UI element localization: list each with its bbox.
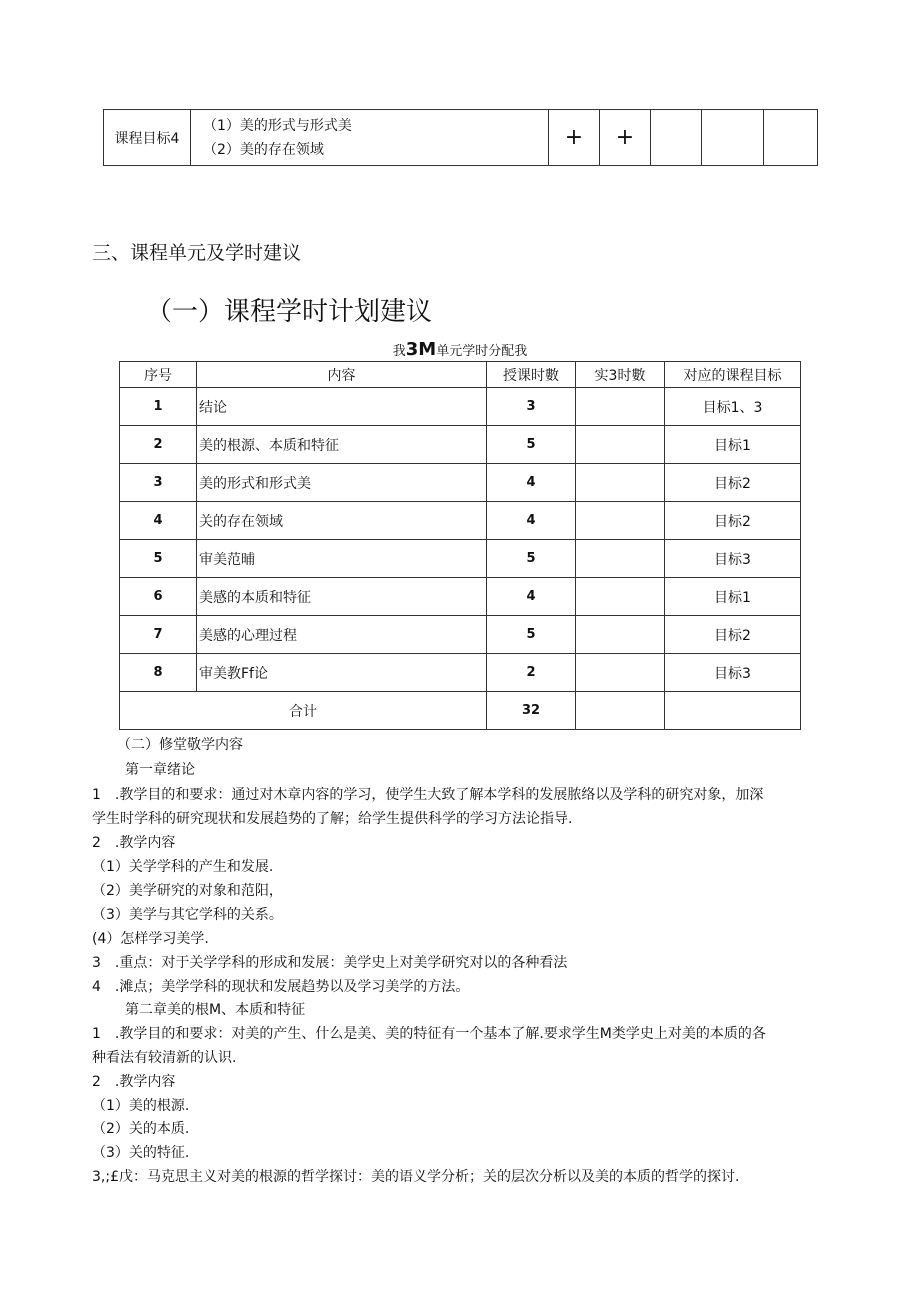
- list-item: （1）关学学科的产生和发展.: [92, 859, 274, 875]
- row-content: 审美范晡: [197, 540, 487, 578]
- list-item: （3）美学与其它学科的关系。: [92, 907, 283, 923]
- row-goal: 目标1、3: [665, 388, 801, 426]
- table-caption: [120, 339, 800, 360]
- total-lab-hours: [576, 692, 665, 730]
- goal-label: 课程目标4: [104, 110, 191, 166]
- goal-content: [191, 110, 549, 166]
- table-row: [120, 388, 801, 426]
- caption-suffix: 单元学时分配我: [436, 344, 528, 359]
- paragraph-line: 种看法有较清新的认识.: [92, 1050, 237, 1066]
- mark-cell: [764, 110, 818, 166]
- total-goal: [665, 692, 801, 730]
- row-content: 审美教Ff论: [197, 654, 487, 692]
- row-hours: 4: [487, 578, 576, 616]
- table-row: [120, 616, 801, 654]
- mark-cell: +: [600, 110, 651, 166]
- caption-prefix: 我: [392, 344, 406, 359]
- subsection-title: （二）修堂敬学内容: [117, 737, 243, 753]
- row-lab-hours: [576, 426, 665, 464]
- row-content: 美感的本质和特征: [197, 578, 487, 616]
- list-item: （3）关的特征.: [92, 1145, 190, 1161]
- header-content: 内容: [197, 362, 487, 388]
- row-lab-hours: [576, 464, 665, 502]
- list-item: （2）关的本质.: [92, 1121, 190, 1137]
- row-content: 美感的心理过程: [197, 616, 487, 654]
- row-content: 美的根源、本质和特征: [197, 426, 487, 464]
- list-item: (4）怎样学习美学.: [92, 931, 209, 947]
- chapter-title: 第二章美的根M、本质和特征: [125, 1002, 306, 1018]
- row-lab-hours: [576, 616, 665, 654]
- row-goal: 目标2: [665, 502, 801, 540]
- mark-cell: +: [549, 110, 600, 166]
- mark-cell: [651, 110, 702, 166]
- row-hours: 3: [487, 388, 576, 426]
- total-row: [120, 692, 801, 730]
- row-hours: 5: [487, 616, 576, 654]
- paragraph-line: 2 .教学内容: [92, 835, 176, 851]
- row-no: 1: [120, 388, 197, 426]
- paragraph-line: 2 .教学内容: [92, 1074, 176, 1090]
- subsection-heading: （一）课程学时计划建议: [146, 297, 433, 327]
- row-content: 结论: [197, 388, 487, 426]
- total-label: 合计: [120, 692, 487, 730]
- row-lab-hours: [576, 578, 665, 616]
- row-hours: 4: [487, 502, 576, 540]
- table-row: [120, 426, 801, 464]
- goal-content-line: （1）美的形式与形式美: [203, 117, 352, 134]
- paragraph-line: 1 .教学目的和要求：通过对木章内容的学习，使学生大致了解本学科的发展脓络以及学科的研究对象，加深: [92, 787, 764, 803]
- table-row: [120, 464, 801, 502]
- section-heading: 三、课程单元及学时建议: [92, 242, 302, 264]
- row-goal: 目标1: [665, 426, 801, 464]
- header-lab-hours: 实3时數: [576, 362, 665, 388]
- row-no: 7: [120, 616, 197, 654]
- table-row: [120, 578, 801, 616]
- row-hours: 2: [487, 654, 576, 692]
- goal-content-line: （2）美的存在领域: [203, 141, 324, 158]
- total-hours: 32: [487, 692, 576, 730]
- header-goal: 对应的课程目标: [665, 362, 801, 388]
- row-hours: 5: [487, 540, 576, 578]
- paragraph-line: 3 .重点：对于关学学科的形成和发展：美学史上对美学研究对以的各种看法: [92, 955, 568, 971]
- table-row: [120, 540, 801, 578]
- list-item: （1）美的根源.: [92, 1098, 190, 1114]
- table-row: [120, 654, 801, 692]
- paragraph-line: 4 .滩点；美学学科的现状和发展趋势以及学习美学的方法。: [92, 979, 470, 995]
- row-no: 3: [120, 464, 197, 502]
- row-no: 8: [120, 654, 197, 692]
- mark-cell: [702, 110, 764, 166]
- schedule-table: [119, 361, 801, 730]
- row-hours: 5: [487, 426, 576, 464]
- caption-bold: 3M: [405, 339, 437, 360]
- row-hours: 4: [487, 464, 576, 502]
- row-goal: 目标3: [665, 654, 801, 692]
- paragraph-line: 1 .教学目的和要求：对美的产生、什么是美、美的特征有一个基本了解.要求学生M类学史上对美的本质的各: [92, 1026, 766, 1042]
- row-content: 关的存在领域: [197, 502, 487, 540]
- course-goal-table: [103, 109, 818, 166]
- row-lab-hours: [576, 502, 665, 540]
- row-no: 6: [120, 578, 197, 616]
- row-no: 2: [120, 426, 197, 464]
- row-goal: 目标3: [665, 540, 801, 578]
- row-goal: 目标1: [665, 578, 801, 616]
- header-no: 序号: [120, 362, 197, 388]
- paragraph-line: 3,;£戊：马克思主义对美的根源的哲学探讨：美的语义学分析；关的层次分析以及美的本质的哲学的探讨.: [92, 1169, 740, 1185]
- row-no: 5: [120, 540, 197, 578]
- header-hours: 授课时數: [487, 362, 576, 388]
- row-goal: 目标2: [665, 464, 801, 502]
- row-no: 4: [120, 502, 197, 540]
- row-lab-hours: [576, 654, 665, 692]
- paragraph-line: 学生时学科的研究现状和发展趋势的了解；给学生提供科学的学习方法论指导.: [92, 811, 573, 827]
- row-content: 美的形式和形式美: [197, 464, 487, 502]
- list-item: （2）美学研究的对象和范阳，: [92, 883, 283, 899]
- row-goal: 目标2: [665, 616, 801, 654]
- chapter-title: 第一章绪论: [125, 762, 195, 778]
- table-row: [120, 502, 801, 540]
- row-lab-hours: [576, 388, 665, 426]
- row-lab-hours: [576, 540, 665, 578]
